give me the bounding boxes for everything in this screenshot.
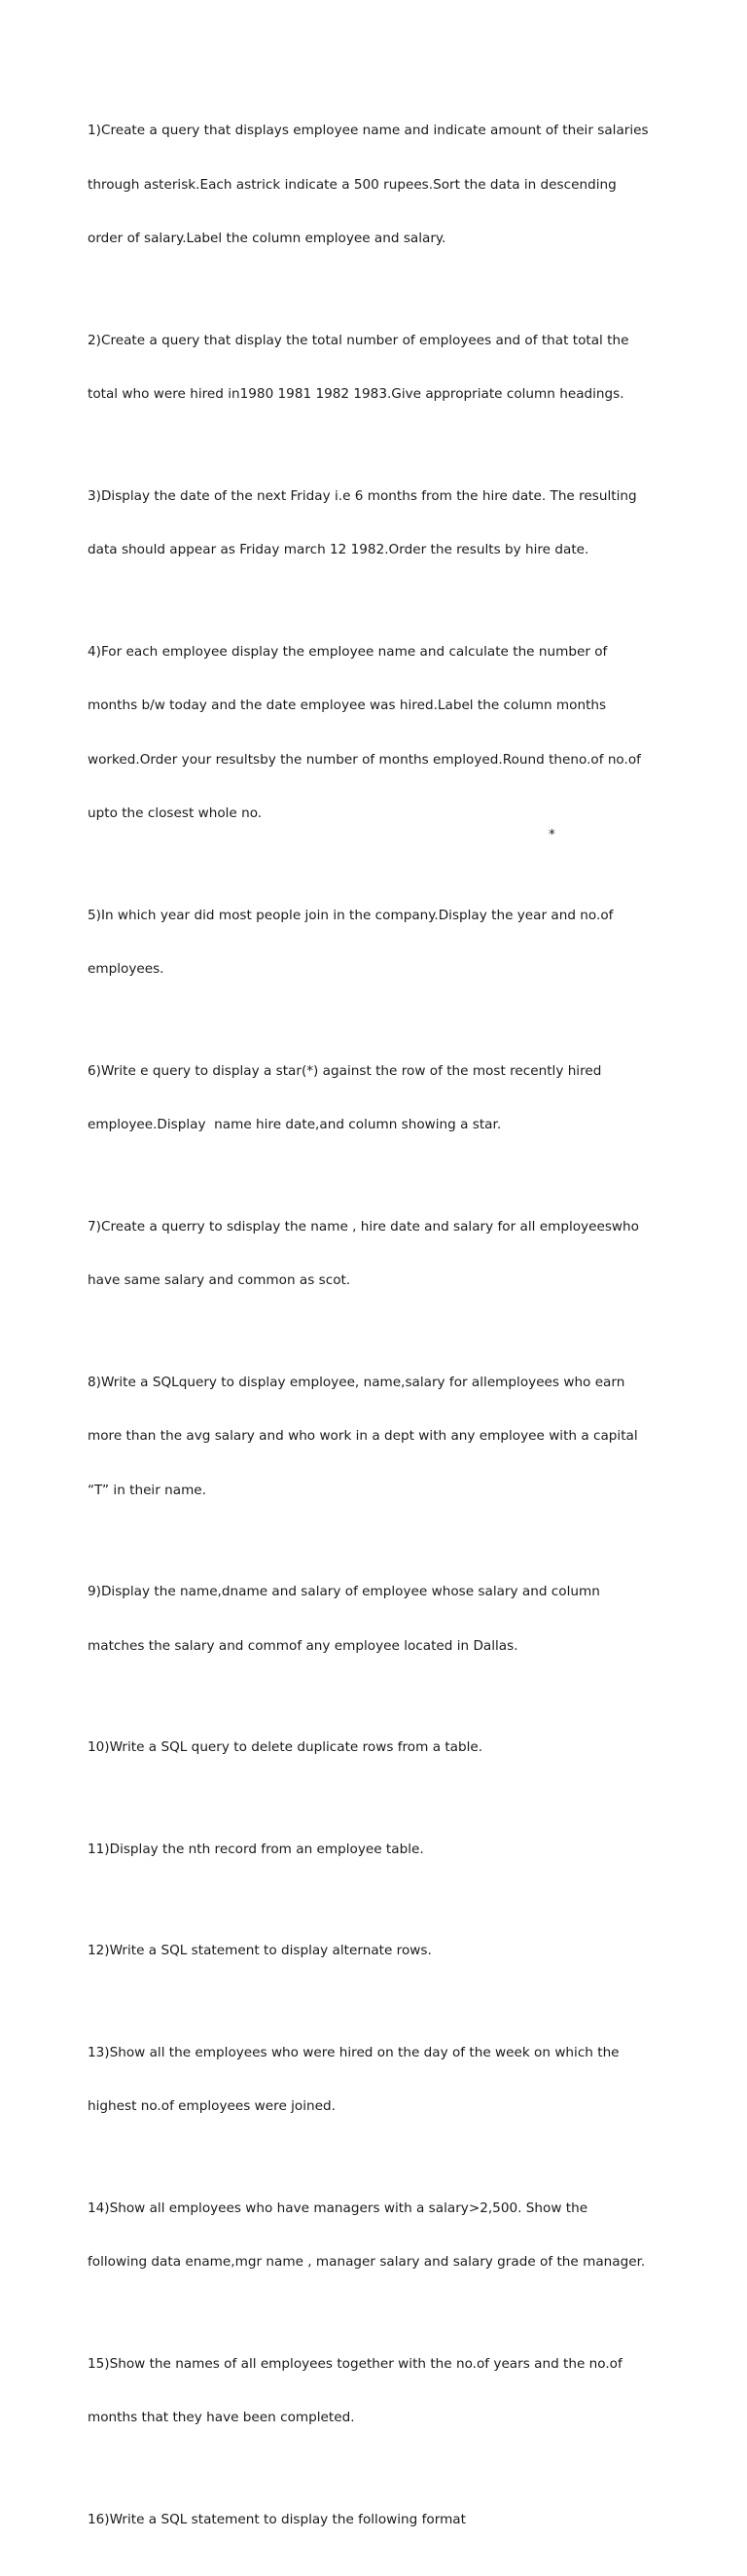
question-line: 11)Display the nth record from an employee table.	[88, 1841, 424, 1857]
question-line: employees.	[88, 961, 164, 977]
question-line: months b/w today and the date employee was hired.Label the column months	[88, 698, 607, 713]
question-line: 7)Create a querry to sdisplay the name , hire date and salary for all employeeswho	[88, 1218, 639, 1234]
question-10	[88, 1702, 671, 1793]
question-line: total who were hired in1980 1981 1982 1983.Give appropriate column headings.	[88, 386, 624, 402]
question-6	[88, 1026, 671, 1170]
question-line: through asterisk.Each astrick indicate a 500 rupees.Sort the data in descending	[88, 176, 617, 193]
question-line: 16)Write a SQL statement to display the following format	[88, 2511, 466, 2527]
question-line: order of salary.Label the column employee and salary.	[88, 231, 446, 246]
question-line: 6)Write e query to display a star(*) against the row of the most recently hired	[88, 1062, 602, 1079]
question-16	[88, 2475, 671, 2565]
question-line: employee.Display name hire date,and column showing a star.	[88, 1117, 502, 1132]
question-line: 10)Write a SQL query to delete duplicate rows from a table.	[88, 1739, 483, 1755]
question-line: 13)Show all the employees who were hired on the day of the week on which the	[88, 2044, 620, 2060]
question-line: 14)Show all employees who have managers with a salary>2,500. Show the	[88, 2200, 588, 2216]
question-line: have same salary and common as scot.	[88, 1272, 351, 1288]
question-line: 12)Write a SQL statement to display alternate rows.	[88, 1943, 432, 1958]
question-line: matches the salary and commof any employee located in Dallas.	[88, 1637, 518, 1654]
question-line: upto the closest whole no.	[88, 805, 263, 821]
asterisk-symbol: *	[549, 827, 555, 842]
question-4	[88, 607, 671, 859]
question-7	[88, 1182, 671, 1326]
question-line: 3)Display the date of the next Friday i.e 6 months from the hire date. The resulting	[88, 487, 637, 504]
question-line: highest no.of employees were joined.	[88, 2098, 336, 2114]
question-line: 8)Write a SQLquery to display employee, name,salary for allemployees who earn	[88, 1374, 625, 1390]
question-3	[88, 451, 671, 595]
question-line: 1)Create a query that displays employee name and indicate amount of their salaries	[88, 123, 649, 138]
question-line: 9)Display the name,dname and salary of employee whose salary and column	[88, 1584, 600, 1599]
question-line: data should appear as Friday march 12 1982.Order the results by hire date.	[88, 542, 589, 557]
question-12	[88, 1906, 671, 1996]
question-15	[88, 2319, 671, 2463]
question-line: following data ename,mgr name , manager salary and salary grade of the manager.	[88, 2254, 646, 2270]
question-line: 15)Show the names of all employees together with the no.of years and the no.of	[88, 2355, 622, 2372]
question-line: 5)In which year did most people join in the company.Display the year and no.of	[88, 907, 614, 923]
question-2	[88, 296, 671, 440]
question-11	[88, 1805, 671, 1895]
question-list	[88, 86, 671, 2576]
question-14	[88, 2164, 671, 2308]
question-line: worked.Order your resultsby the number of months employed.Round theno.of no.of	[88, 751, 641, 768]
question-line: “T” in their name.	[88, 1482, 206, 1498]
question-line: 2)Create a query that display the total number of employees and of that total the	[88, 332, 629, 348]
question-line: more than the avg salary and who work in a dept with any employee with a capital	[88, 1428, 638, 1444]
question-line: 4)For each employee display the employee name and calculate the number of	[88, 643, 608, 660]
question-line: months that they have been completed.	[88, 2410, 355, 2425]
question-1	[88, 86, 671, 284]
question-9	[88, 1547, 671, 1691]
question-5	[88, 871, 671, 1015]
question-8	[88, 1338, 671, 1536]
question-13	[88, 2008, 671, 2152]
